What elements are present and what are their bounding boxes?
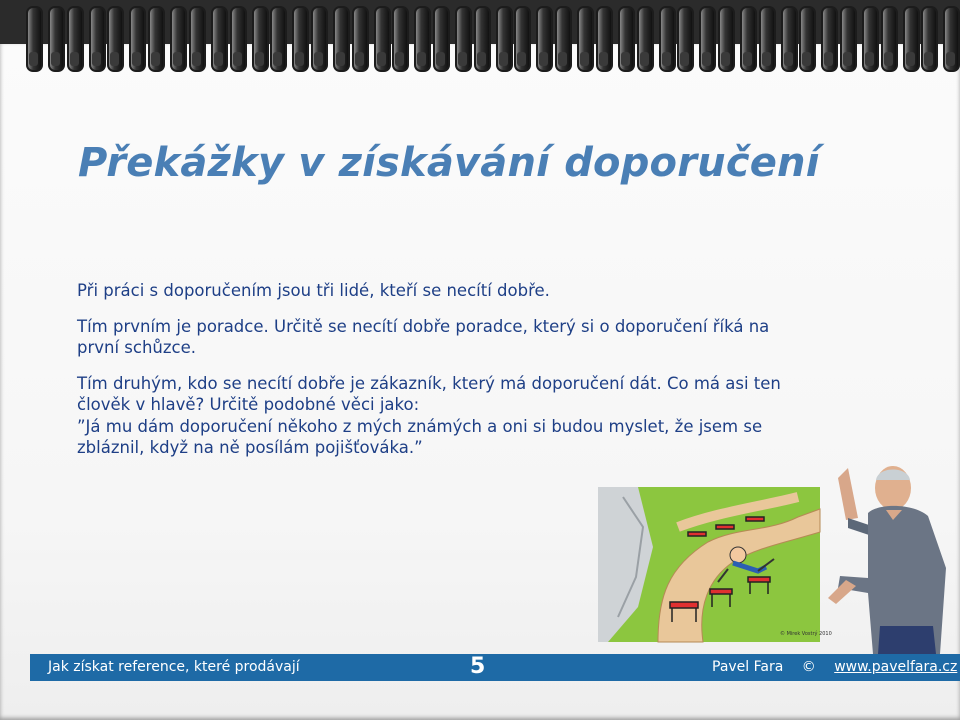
spiral-ring — [148, 6, 163, 76]
footer-bar — [30, 654, 960, 681]
footer-credits — [712, 659, 957, 675]
spiral-ring — [759, 6, 774, 76]
body-line: první schůzce. — [77, 338, 197, 357]
spiral-ring — [677, 6, 692, 76]
spiral-ring — [392, 6, 407, 76]
body-line: Tím prvním je poradce. Určitě se necítí dobře poradce, který si o doporučení říká na — [77, 316, 770, 336]
spiral-ring — [799, 6, 814, 76]
cartoon-obstacle-course-image — [598, 487, 832, 642]
slide-title: Překážky v získávání doporučení — [78, 140, 820, 186]
spiral-ring — [107, 6, 122, 76]
spiral-ring — [921, 6, 936, 76]
body-line: Při práci s doporučením jsou tři lidé, kteří se necítí dobře. — [77, 281, 550, 300]
body-line: ”Já mu dám doporučení někoho z mých známých a oni si budou myslet, že jsem se — [77, 416, 763, 436]
body-line: Tím druhým, kdo se necítí dobře je zákazník, který má doporučení dát. Co má asi ten — [77, 373, 781, 393]
spiral-ring — [67, 6, 82, 76]
spiral-ring — [514, 6, 529, 76]
body-line: zbláznil, když na ně posílám pojišťováka.” — [77, 438, 423, 457]
spiral-ring — [637, 6, 652, 76]
spiral-ring — [840, 6, 855, 76]
page-number: 5 — [470, 654, 486, 679]
copyright-symbol: © — [801, 659, 816, 675]
spiral-ring — [433, 6, 448, 76]
footer-author: Pavel Fara — [712, 659, 784, 675]
spiral-ring — [26, 6, 41, 76]
spiral-ring — [596, 6, 611, 76]
spiral-ring — [230, 6, 245, 76]
presenter-photo — [818, 458, 960, 654]
svg-text:© Mirek Vostrý 2010: © Mirek Vostrý 2010 — [780, 631, 832, 637]
spiral-ring — [189, 6, 204, 76]
slide-body — [77, 280, 817, 459]
spiral-ring — [352, 6, 367, 76]
spiral-ring — [474, 6, 489, 76]
footer-website-link[interactable]: www.pavelfara.cz — [834, 659, 958, 675]
footer-title: Jak získat reference, které prodávají — [48, 659, 300, 675]
body-line: člověk v hlavě? Určitě podobné věci jako: — [77, 395, 420, 414]
spiral-ring — [555, 6, 570, 76]
spiral-ring — [718, 6, 733, 76]
spiral-ring — [881, 6, 896, 76]
spiral-binding — [0, 0, 960, 86]
spiral-ring — [311, 6, 326, 76]
spiral-ring — [270, 6, 285, 76]
